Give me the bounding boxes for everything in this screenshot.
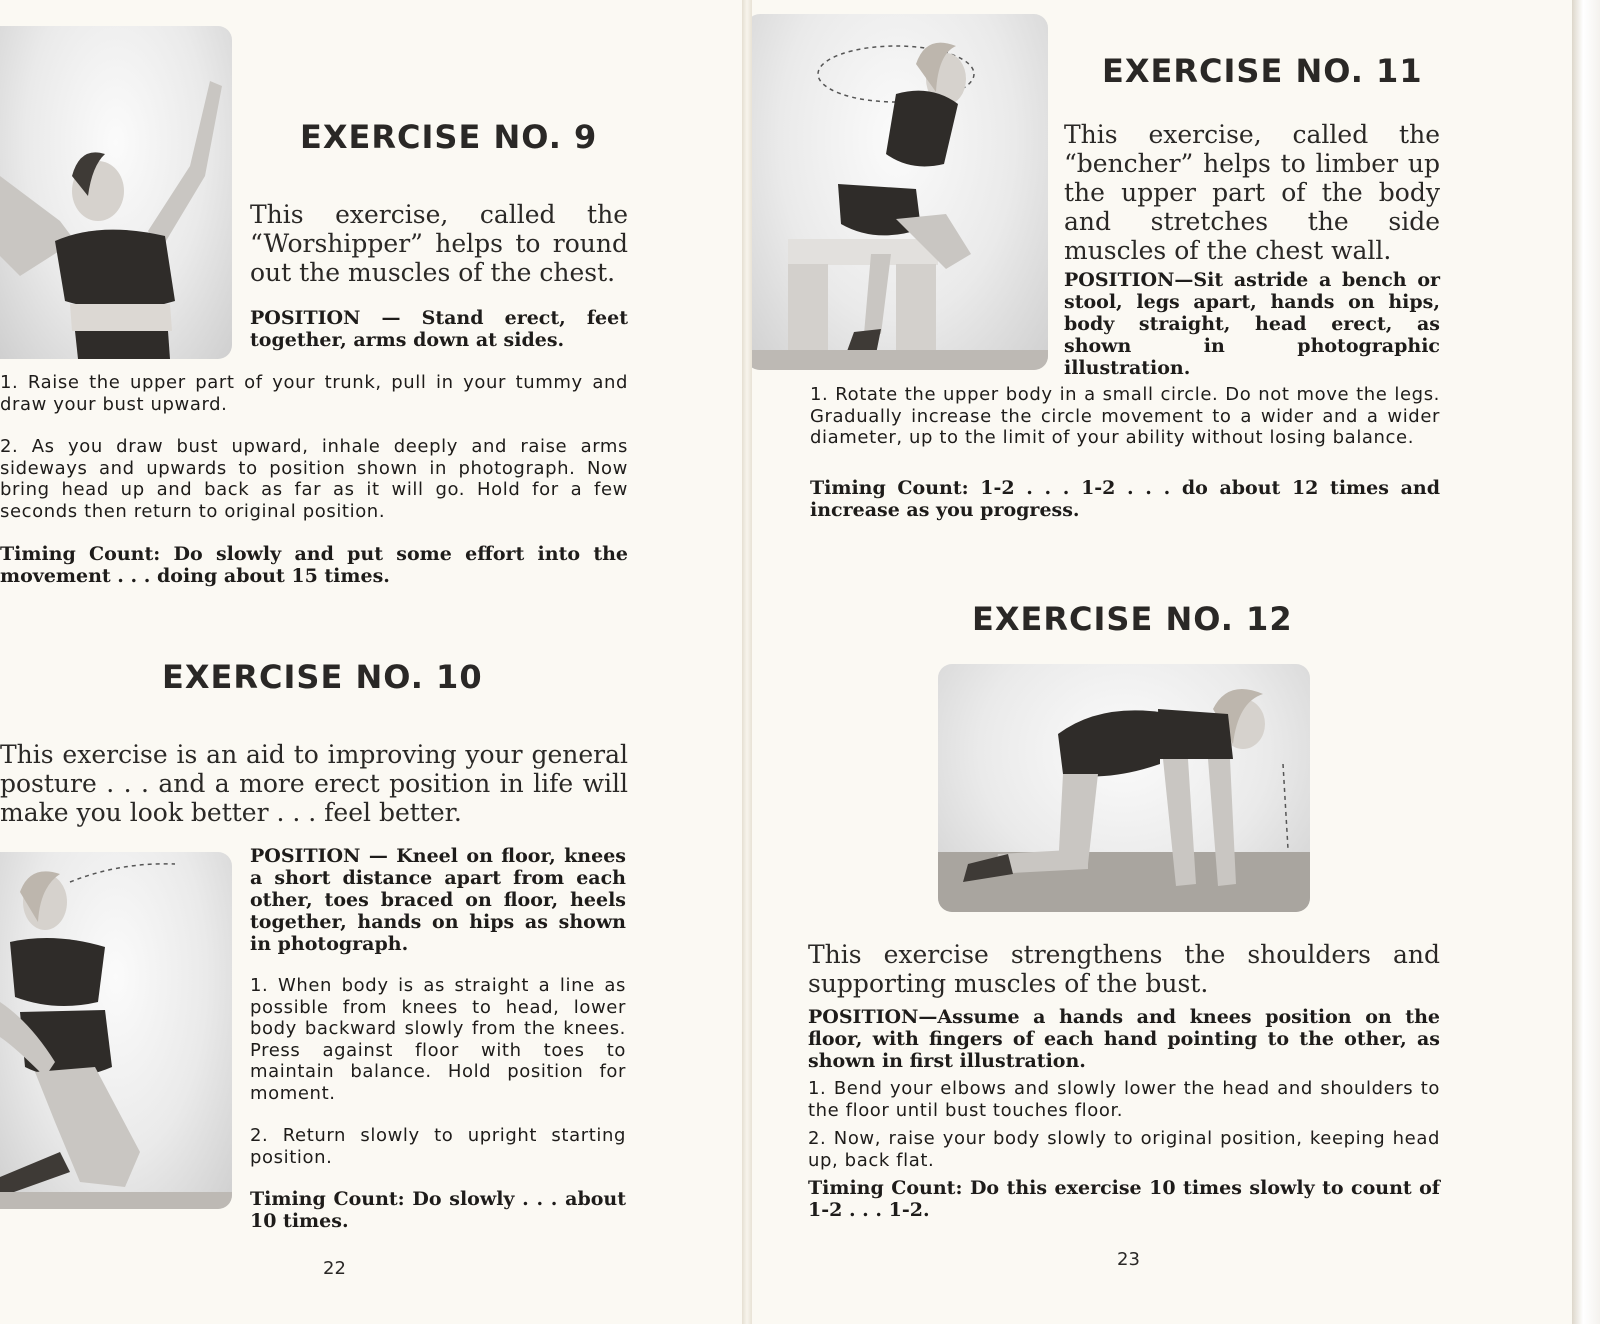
page-number-left: 22 bbox=[323, 1258, 346, 1279]
exercise-12-timing: Timing Count: Do this exercise 10 times slowly to count of 1-2 . . . 1-2. bbox=[808, 1177, 1440, 1221]
exercise-9-step-2: 2. As you draw bust upward, inhale deeply and raise arms sideways and upwards to position shown in photograph. Now bring head up and back as far as it will go. Hold for a few seconds then return to original position. bbox=[0, 436, 628, 522]
exercise-9-position: POSITION — Stand erect, feet together, arms down at sides. bbox=[250, 307, 628, 351]
exercise-11-position: POSITION—Sit astride a bench or stool, legs apart, hands on hips, body straight, head erect, as shown in photographic illustration. bbox=[1064, 269, 1440, 379]
right-page bbox=[752, 0, 1572, 1324]
exercise-12-photo bbox=[938, 664, 1310, 912]
exercise-9-timing: Timing Count: Do slowly and put some effort into the movement . . . doing about 15 times. bbox=[0, 543, 628, 587]
exercise-10-photo bbox=[0, 852, 232, 1209]
exercise-12-step-2: 2. Now, raise your body slowly to original position, keeping head up, back flat. bbox=[808, 1128, 1440, 1171]
book-gutter bbox=[742, 0, 752, 1324]
exercise-12-intro: This exercise strengthens the shoulders and supporting muscles of the bust. bbox=[808, 940, 1440, 998]
exercise-11-heading: EXERCISE NO. 11 bbox=[1102, 52, 1423, 90]
exercise-10-heading: EXERCISE NO. 10 bbox=[162, 658, 483, 696]
exercise-10-step-1: 1. When body is as straight a line as possible from knees to head, lower body backward slowly from the knees. Press against floor with toes to maintain balance. Hold position for moment. bbox=[250, 975, 626, 1104]
exercise-10-timing: Timing Count: Do slowly . . . about 10 times. bbox=[250, 1188, 626, 1232]
exercise-12-step-1: 1. Bend your elbows and slowly lower the head and shoulders to the floor until bust touches floor. bbox=[808, 1078, 1440, 1121]
exercise-12-heading: EXERCISE NO. 12 bbox=[972, 600, 1293, 638]
exercise-9-intro: This exercise, called the “Worshipper” helps to round out the muscles of the chest. bbox=[250, 200, 628, 287]
exercise-10-intro: This exercise is an aid to improving your general posture . . . and a more erect position in life will make you look better . . . feel better. bbox=[0, 740, 628, 827]
page-edge bbox=[1572, 0, 1600, 1324]
exercise-11-step-1: 1. Rotate the upper body in a small circle. Do not move the legs. Gradually increase the circle movement to a wider and a wider diameter, up to the limit of your ability without losing balance. bbox=[810, 384, 1440, 448]
exercise-10-position: POSITION — Kneel on floor, knees a short distance apart from each other, toes braced on floor, heels together, hands on hips as shown in photograph. bbox=[250, 845, 626, 955]
exercise-11-timing: Timing Count: 1-2 . . . 1-2 . . . do about 12 times and increase as you progress. bbox=[810, 477, 1440, 521]
left-page bbox=[0, 0, 742, 1324]
exercise-9-heading: EXERCISE NO. 9 bbox=[300, 118, 598, 156]
exercise-9-photo bbox=[0, 26, 232, 359]
exercise-10-step-2: 2. Return slowly to upright starting position. bbox=[250, 1125, 626, 1168]
exercise-11-photo bbox=[752, 14, 1048, 370]
page-number-right: 23 bbox=[1117, 1249, 1140, 1270]
exercise-9-step-1: 1. Raise the upper part of your trunk, pull in your tummy and draw your bust upward. bbox=[0, 372, 628, 415]
exercise-12-position: POSITION—Assume a hands and knees position on the floor, with fingers of each hand pointing to the other, as shown in first illustration. bbox=[808, 1006, 1440, 1072]
exercise-11-intro: This exercise, called the “bencher” helps to limber up the upper part of the body and stretches the side muscles of the chest wall. bbox=[1064, 120, 1440, 265]
